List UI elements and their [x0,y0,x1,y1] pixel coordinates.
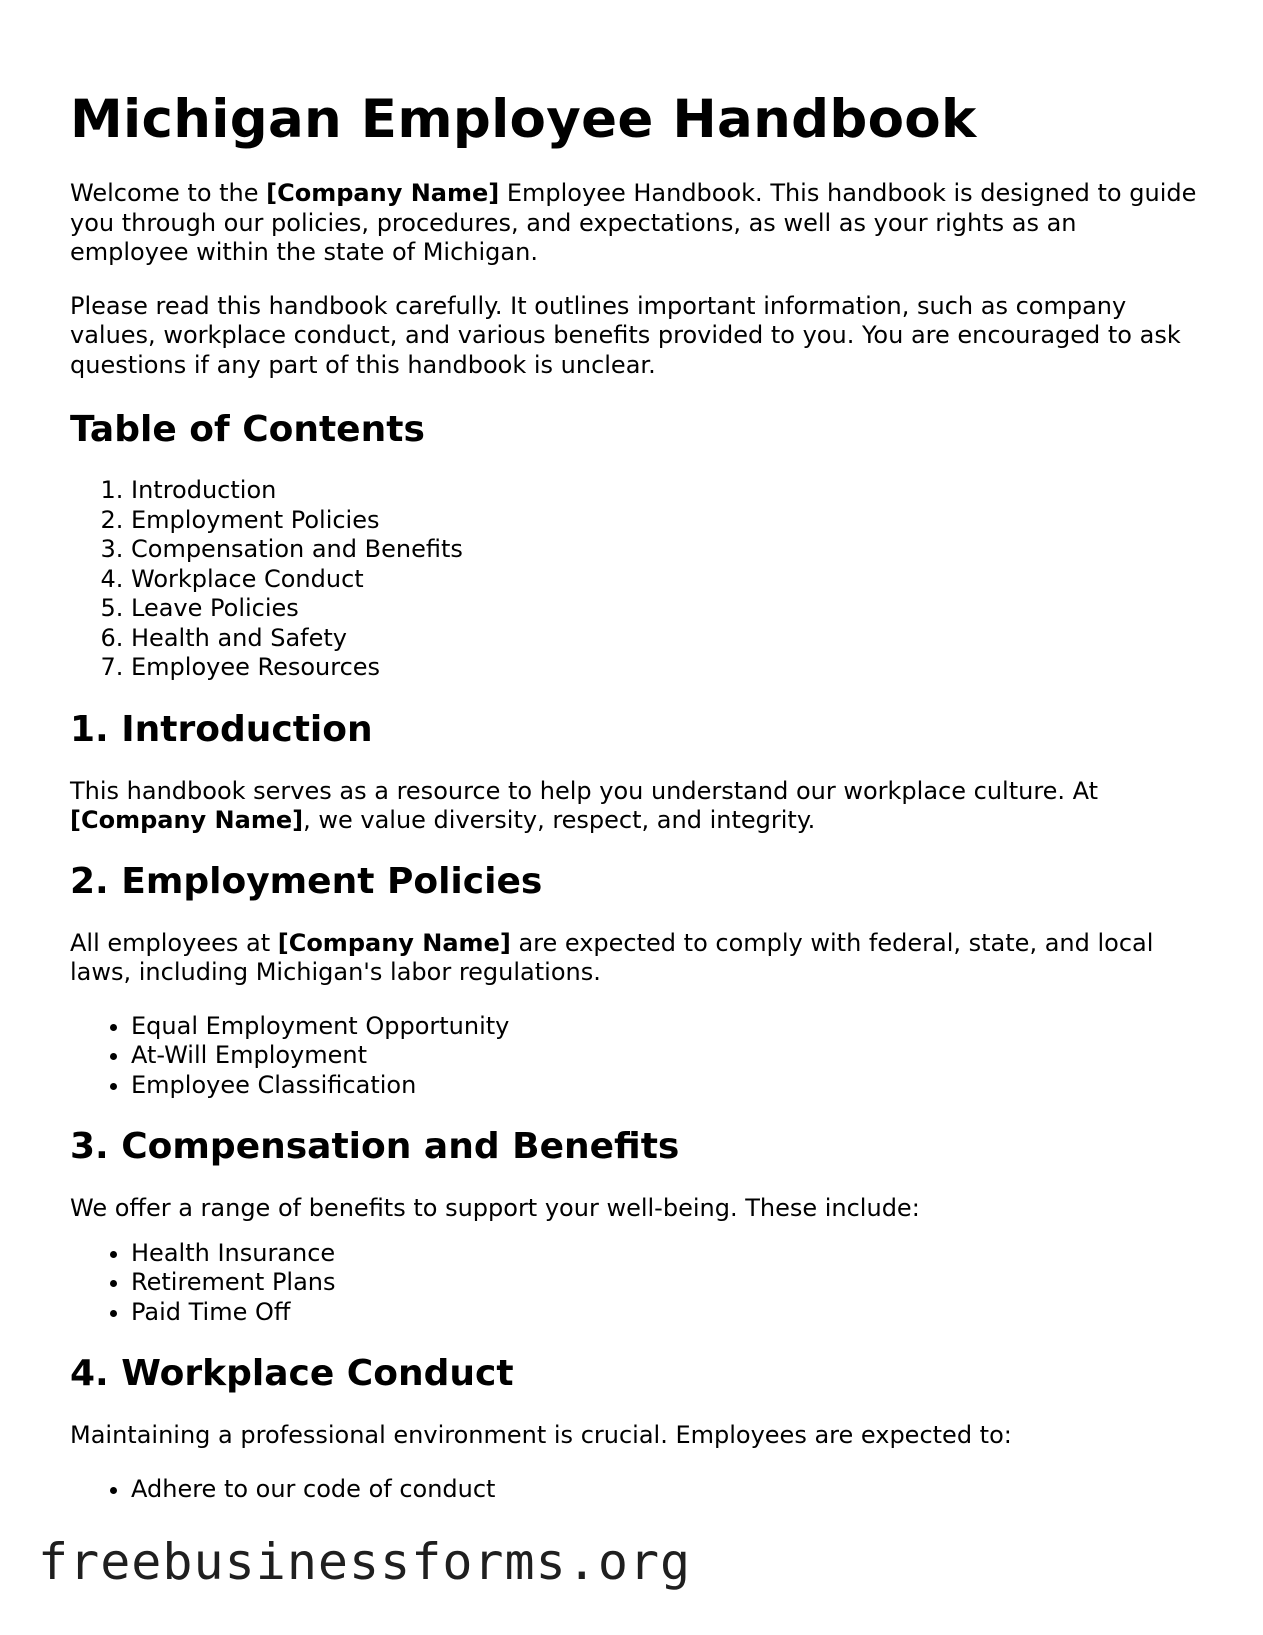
list-item: • Adhere to our code of conduct [131,1475,1200,1505]
toc-item-workplace-conduct: 4. Workplace Conduct [131,565,1200,595]
section-introduction-text-after: , we value diversity, respect, and integrity. [303,806,816,834]
section-introduction-text [70,777,1200,836]
document-title: Michigan Employee Handbook [70,89,977,150]
list-item: • Health Insurance [131,1239,1200,1269]
intro-text-after: Employee Handbook. This handbook is designed to guide you through our policies, procedures, and expectations, as well as your rights as an employee within the state of Michigan. [70,179,1197,266]
toc-item-leave-policies: 5. Leave Policies [131,594,1200,624]
toc-item-employment-policies: 2. Employment Policies [131,506,1200,536]
intro-paragraph-2: Please read this handbook carefully. It outlines important information, such as company values, workplace conduct, and various benefits provided to you. You are encouraged to ask questions if any part of this handbook is unclear. [70,291,1181,379]
watermark: freebusinessforms.org [38,1533,692,1591]
section-employment-text-before: All employees at [70,928,278,957]
intro-text-before: Welcome to the [70,179,267,207]
benefits-list [70,1239,1200,1328]
company-name-placeholder: [Company Name] [70,806,304,834]
toc-item-introduction: 1. Introduction [131,476,1200,506]
toc-item-health-safety: 6. Health and Safety [131,624,1200,654]
document-page [70,0,1200,1504]
section-introduction-text-before: This handbook serves as a resource to help you understand our workplace culture. At [70,776,1099,805]
toc-heading: Table of Contents [70,409,425,450]
section-introduction-heading: 1. Introduction [70,708,373,750]
section-compensation-heading: 3. Compensation and Benefits [70,1126,680,1167]
list-item: • Paid Time Off [131,1298,1200,1328]
section-compensation-text: We offer a range of benefits to support your well-being. These include: [70,1194,920,1222]
section-employment-text-after: are expected to comply with federal, state, and local laws, including Michigan's labor regulations. [70,928,1154,986]
section-employment-policies-heading: 2. Employment Policies [70,860,543,902]
toc-list [70,476,1200,683]
list-item: • Equal Employment Opportunity [131,1012,1200,1042]
employment-policies-list [70,1012,1200,1101]
list-item: • Retirement Plans [131,1268,1200,1298]
section-employment-policies-text [70,929,1200,988]
intro-paragraph-1 [70,179,1200,268]
company-name-placeholder: [Company Name] [277,928,511,957]
conduct-list [70,1475,1200,1505]
list-item: • Employee Classification [131,1071,1200,1101]
section-workplace-conduct-heading: 4. Workplace Conduct [70,1353,514,1394]
toc-item-employee-resources: 7. Employee Resources [131,653,1200,683]
company-name-placeholder: [Company Name] [266,179,500,207]
section-workplace-conduct-text: Maintaining a professional environment is crucial. Employees are expected to: [70,1421,1012,1449]
list-item: • At-Will Employment [131,1041,1200,1071]
toc-item-compensation-benefits: 3. Compensation and Benefits [131,535,1200,565]
